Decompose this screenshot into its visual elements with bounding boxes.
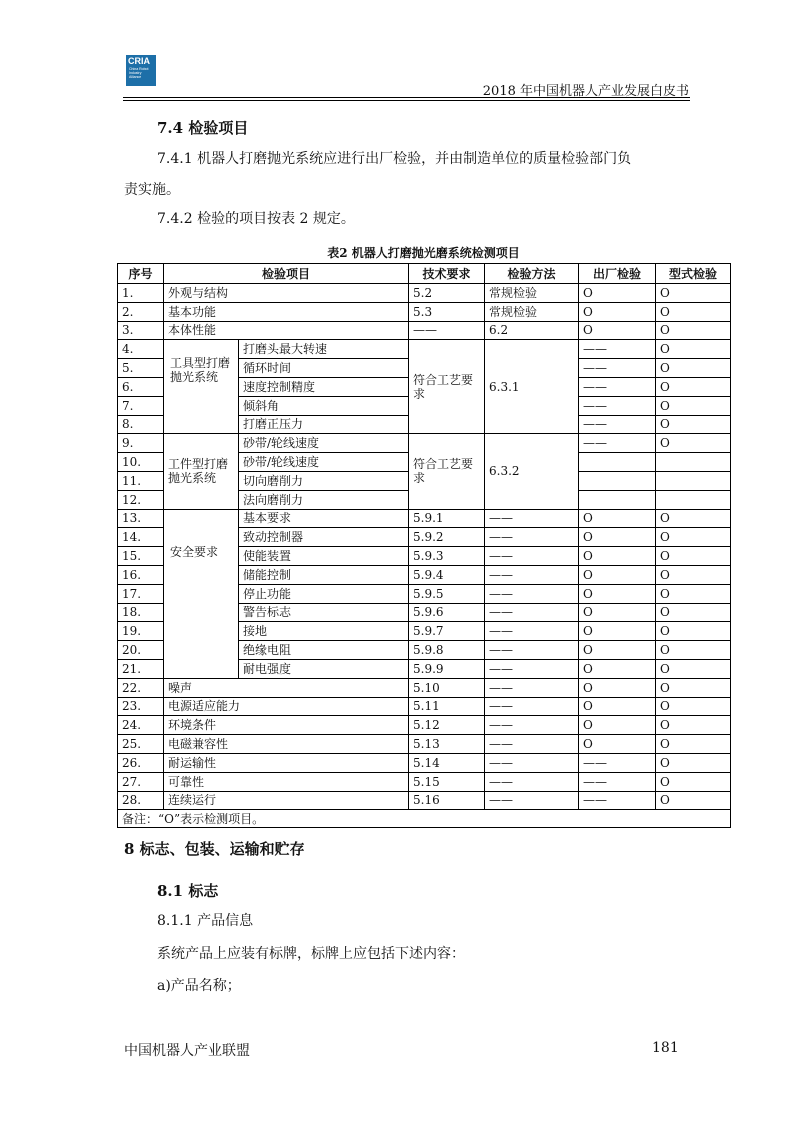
row-item: 电磁兼容性 — [164, 735, 409, 754]
inspection-items-table — [117, 263, 731, 828]
row-item: 打磨正压力 — [239, 415, 409, 434]
row-item: 停止功能 — [239, 584, 409, 603]
row-factory: O — [579, 678, 656, 697]
row-no: 14. — [118, 528, 164, 547]
logo-subtext: China Robot Industry Alliance — [129, 67, 149, 79]
row-factory: —— — [579, 340, 656, 359]
row-factory: —— — [579, 791, 656, 810]
row-item: 致动控制器 — [239, 528, 409, 547]
row-factory: O — [579, 716, 656, 735]
row-no: 22. — [118, 678, 164, 697]
row-item: 电源适应能力 — [164, 697, 409, 716]
group-tool-method: 6.3.1 — [485, 340, 579, 434]
table-row — [118, 716, 731, 735]
row-requirement: 5.10 — [409, 678, 485, 697]
row-item: 基本要求 — [239, 509, 409, 528]
cria-logo — [126, 55, 156, 86]
table-row — [118, 321, 731, 340]
row-factory — [579, 490, 656, 509]
section-heading-8-1: 8.1 标志 — [157, 882, 219, 900]
group-tool-type: 工具型打磨抛光系统 — [164, 340, 239, 434]
row-factory: O — [579, 302, 656, 321]
row-item: 法向磨削力 — [239, 490, 409, 509]
group-workpiece-requirement: 符合工艺要求 — [409, 434, 485, 509]
table-row — [118, 753, 731, 772]
footer-organization: 中国机器人产业联盟 — [124, 1043, 250, 1059]
row-factory: O — [579, 565, 656, 584]
row-type: O — [656, 377, 731, 396]
row-factory: O — [579, 509, 656, 528]
row-no: 10. — [118, 453, 164, 472]
row-no: 2. — [118, 302, 164, 321]
row-no: 7. — [118, 396, 164, 415]
row-type: O — [656, 603, 731, 622]
row-no: 25. — [118, 735, 164, 754]
row-factory: O — [579, 622, 656, 641]
col-header-type-inspection: 型式检验 — [656, 264, 731, 284]
row-factory: —— — [579, 359, 656, 378]
col-header-no: 序号 — [118, 264, 164, 284]
row-method: —— — [485, 735, 579, 754]
row-method: —— — [485, 753, 579, 772]
row-factory: O — [579, 284, 656, 303]
row-requirement: 5.9.6 — [409, 603, 485, 622]
row-item: 切向磨削力 — [239, 471, 409, 490]
header-rule-thin — [123, 100, 690, 101]
running-header-title: 2018 年中国机器人产业发展白皮书 — [482, 84, 689, 99]
row-type: O — [656, 772, 731, 791]
row-item: 本体性能 — [164, 321, 409, 340]
row-item: 噪声 — [164, 678, 409, 697]
row-item: 循环时间 — [239, 359, 409, 378]
table-row — [118, 434, 731, 453]
row-item: 速度控制精度 — [239, 377, 409, 396]
row-type: O — [656, 584, 731, 603]
row-requirement: 5.14 — [409, 753, 485, 772]
group-safety-label: 安全要求 — [170, 544, 219, 559]
row-no: 8. — [118, 415, 164, 434]
row-type — [656, 453, 731, 472]
row-type: O — [656, 340, 731, 359]
row-type: O — [656, 641, 731, 660]
group-tool-requirement: 符合工艺要求 — [409, 340, 485, 434]
table-row — [118, 772, 731, 791]
row-item: 绝缘电阻 — [239, 641, 409, 660]
row-item: 环境条件 — [164, 716, 409, 735]
row-type: O — [656, 659, 731, 678]
row-method: —— — [485, 603, 579, 622]
row-type: O — [656, 791, 731, 810]
row-factory: O — [579, 321, 656, 340]
row-factory: O — [579, 641, 656, 660]
row-requirement: 5.13 — [409, 735, 485, 754]
row-requirement: 5.16 — [409, 791, 485, 810]
row-method: —— — [485, 622, 579, 641]
table-header-row — [118, 264, 731, 284]
row-factory: —— — [579, 753, 656, 772]
list-item-product-name: a)产品名称； — [157, 978, 241, 994]
row-factory: O — [579, 584, 656, 603]
row-no: 13. — [118, 509, 164, 528]
row-item: 连续运行 — [164, 791, 409, 810]
row-requirement: 5.9.2 — [409, 528, 485, 547]
col-header-item: 检验项目 — [164, 264, 409, 284]
row-type: O — [656, 547, 731, 566]
row-requirement: 5.12 — [409, 716, 485, 735]
row-type: O — [656, 321, 731, 340]
row-item: 外观与结构 — [164, 284, 409, 303]
row-factory: O — [579, 547, 656, 566]
row-factory: —— — [579, 396, 656, 415]
row-factory: O — [579, 528, 656, 547]
table-row — [118, 791, 731, 810]
table-row — [118, 340, 731, 359]
table-caption: 表2 机器人打磨抛光磨系统检测项目 — [327, 246, 520, 260]
table-row — [118, 302, 731, 321]
row-type: O — [656, 716, 731, 735]
row-type: O — [656, 622, 731, 641]
row-no: 18. — [118, 603, 164, 622]
row-type: O — [656, 697, 731, 716]
row-method: 常规检验 — [485, 284, 579, 303]
row-no: 16. — [118, 565, 164, 584]
row-method: —— — [485, 547, 579, 566]
row-item: 储能控制 — [239, 565, 409, 584]
row-method: —— — [485, 678, 579, 697]
row-no: 26. — [118, 753, 164, 772]
row-factory — [579, 471, 656, 490]
row-item: 耐电强度 — [239, 659, 409, 678]
row-factory: O — [579, 697, 656, 716]
row-requirement: 5.9.1 — [409, 509, 485, 528]
table-note-row — [118, 810, 731, 828]
row-item: 打磨头最大转速 — [239, 340, 409, 359]
row-method: —— — [485, 565, 579, 584]
paragraph-8-1-1: 8.1.1 产品信息 — [157, 913, 254, 929]
row-item: 接地 — [239, 622, 409, 641]
row-no: 28. — [118, 791, 164, 810]
row-type: O — [656, 678, 731, 697]
row-no: 1. — [118, 284, 164, 303]
row-no: 27. — [118, 772, 164, 791]
row-item: 可靠性 — [164, 772, 409, 791]
row-requirement: 5.9.8 — [409, 641, 485, 660]
row-factory: —— — [579, 415, 656, 434]
row-requirement: 5.3 — [409, 302, 485, 321]
row-factory: O — [579, 659, 656, 678]
row-method: —— — [485, 697, 579, 716]
row-item: 砂带/轮线速度 — [239, 434, 409, 453]
table-row — [118, 697, 731, 716]
row-method: —— — [485, 716, 579, 735]
row-item: 使能装置 — [239, 547, 409, 566]
paragraph-7-4-1-line1: 7.4.1 机器人打磨抛光系统应进行出厂检验，并由制造单位的质量检验部门负 — [157, 151, 632, 167]
group-safety — [164, 509, 239, 678]
row-type: O — [656, 415, 731, 434]
row-factory: O — [579, 603, 656, 622]
header-rule — [123, 97, 690, 98]
row-method: —— — [485, 791, 579, 810]
row-no: 9. — [118, 434, 164, 453]
row-method: —— — [485, 528, 579, 547]
row-type: O — [656, 284, 731, 303]
table-row — [118, 678, 731, 697]
row-no: 24. — [118, 716, 164, 735]
row-factory: O — [579, 735, 656, 754]
row-type: O — [656, 753, 731, 772]
row-no: 19. — [118, 622, 164, 641]
row-type: O — [656, 302, 731, 321]
table-row — [118, 735, 731, 754]
paragraph-7-4-2: 7.4.2 检验的项目按表 2 规定。 — [157, 211, 355, 227]
row-item: 基本功能 — [164, 302, 409, 321]
row-item: 砂带/轮线速度 — [239, 453, 409, 472]
row-factory — [579, 453, 656, 472]
row-no: 17. — [118, 584, 164, 603]
row-type: O — [656, 434, 731, 453]
section-heading-8: 8 标志、包装、运输和贮存 — [124, 840, 305, 858]
row-type: O — [656, 735, 731, 754]
table-note: 备注：“O”表示检测项目。 — [118, 810, 731, 828]
row-requirement: 5.9.7 — [409, 622, 485, 641]
row-item: 耐运输性 — [164, 753, 409, 772]
row-no: 4. — [118, 340, 164, 359]
table-row — [118, 509, 731, 528]
row-no: 23. — [118, 697, 164, 716]
section-heading-7-4: 7.4 检验项目 — [157, 119, 249, 137]
paragraph-7-4-1-line2: 责实施。 — [124, 182, 180, 198]
row-type — [656, 490, 731, 509]
row-requirement: 5.2 — [409, 284, 485, 303]
col-header-method: 检验方法 — [485, 264, 579, 284]
group-workpiece-method: 6.3.2 — [485, 434, 579, 509]
row-no: 6. — [118, 377, 164, 396]
row-method: 6.2 — [485, 321, 579, 340]
row-method: —— — [485, 659, 579, 678]
row-type: O — [656, 359, 731, 378]
row-type: O — [656, 509, 731, 528]
page-number: 181 — [652, 1040, 679, 1056]
row-requirement: 5.11 — [409, 697, 485, 716]
row-requirement: 5.9.5 — [409, 584, 485, 603]
table-row — [118, 284, 731, 303]
logo-text: CRIA — [128, 56, 150, 66]
row-no: 3. — [118, 321, 164, 340]
row-factory: —— — [579, 772, 656, 791]
row-no: 12. — [118, 490, 164, 509]
row-factory: —— — [579, 434, 656, 453]
row-requirement: 5.9.9 — [409, 659, 485, 678]
row-method: —— — [485, 641, 579, 660]
row-item: 警告标志 — [239, 603, 409, 622]
row-item: 倾斜角 — [239, 396, 409, 415]
row-method: —— — [485, 509, 579, 528]
col-header-factory-inspection: 出厂检验 — [579, 264, 656, 284]
row-factory: —— — [579, 377, 656, 396]
row-requirement: —— — [409, 321, 485, 340]
row-method: —— — [485, 772, 579, 791]
row-no: 11. — [118, 471, 164, 490]
row-method: —— — [485, 584, 579, 603]
row-no: 21. — [118, 659, 164, 678]
paragraph-label-content: 系统产品上应装有标牌，标牌上应包括下述内容： — [157, 946, 465, 962]
row-type: O — [656, 396, 731, 415]
row-type: O — [656, 528, 731, 547]
row-requirement: 5.9.4 — [409, 565, 485, 584]
row-requirement: 5.9.3 — [409, 547, 485, 566]
group-workpiece-type: 工件型打磨抛光系统 — [164, 434, 239, 509]
row-requirement: 5.15 — [409, 772, 485, 791]
row-no: 20. — [118, 641, 164, 660]
col-header-requirement: 技术要求 — [409, 264, 485, 284]
row-no: 5. — [118, 359, 164, 378]
row-type — [656, 471, 731, 490]
row-type: O — [656, 565, 731, 584]
row-method: 常规检验 — [485, 302, 579, 321]
row-no: 15. — [118, 547, 164, 566]
